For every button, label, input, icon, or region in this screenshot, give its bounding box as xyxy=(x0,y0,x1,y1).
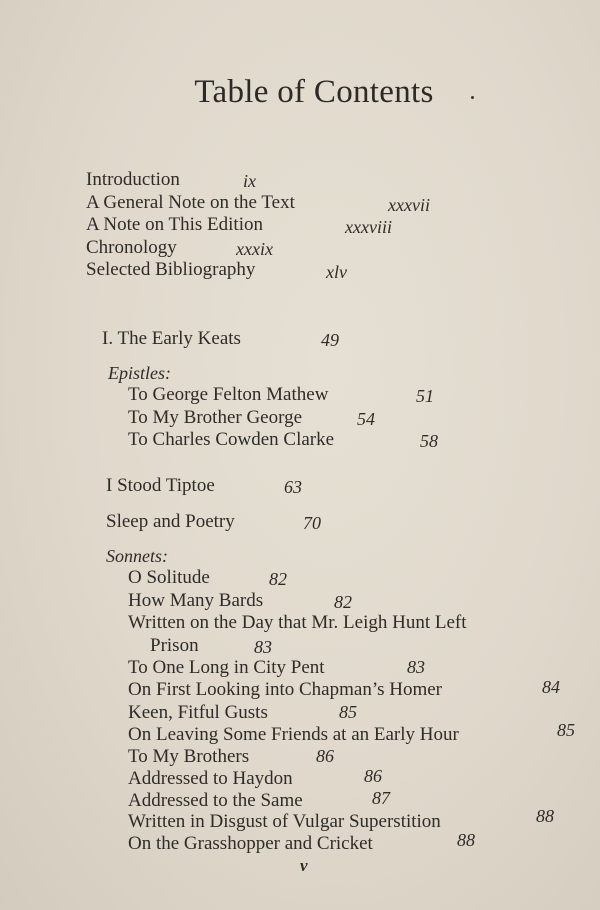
toc-entry-label: On Leaving Some Friends at an Early Hour xyxy=(128,724,459,745)
toc-entry-page: xlv xyxy=(326,262,347,282)
toc-entry-page: 85 xyxy=(557,720,575,740)
toc-entry-label: Keen, Fitful Gusts xyxy=(128,702,268,723)
toc-entry-page: 86 xyxy=(316,746,334,766)
ink-dot xyxy=(471,96,474,99)
toc-entry-page: 88 xyxy=(457,830,475,850)
toc-entry-page: 83 xyxy=(254,637,272,657)
page-folio: v xyxy=(300,856,308,875)
toc-entry-label: To My Brother George xyxy=(128,407,303,428)
toc-entry-label: To My Brothers xyxy=(128,746,250,767)
toc-entry-label: Sleep and Poetry xyxy=(106,511,235,532)
toc-entry-label: A Note on This Edition xyxy=(86,214,263,235)
toc-entry-label: Addressed to the Same xyxy=(128,790,303,811)
toc-entry-page: xxxvii xyxy=(388,195,430,215)
toc-entry-label: On the Grasshopper and Cricket xyxy=(128,833,373,854)
toc-entry-label: Written on the Day that Mr. Leigh Hunt Left xyxy=(128,612,467,633)
toc-entry-label: Introduction xyxy=(86,169,180,190)
toc-entry-page: ix xyxy=(243,171,256,191)
toc-entry-label: A General Note on the Text xyxy=(86,192,295,213)
toc-entry-label: To One Long in City Pent xyxy=(128,657,325,678)
toc-entry-label: On First Looking into Chapman’s Homer xyxy=(128,679,443,700)
toc-entry-page: xxxviii xyxy=(345,217,392,237)
toc-entry-page: 51 xyxy=(416,386,434,406)
toc-entry-page: 58 xyxy=(420,431,438,451)
part-heading: I. The Early Keats xyxy=(102,328,241,349)
toc-entry-page: xxxix xyxy=(236,239,273,259)
toc-entry-label: Addressed to Haydon xyxy=(128,768,293,789)
toc-entry-page: 87 xyxy=(372,788,390,808)
toc-entry-label: To George Felton Mathew xyxy=(128,384,329,405)
part-page: 49 xyxy=(321,330,339,350)
toc-entry-label: Selected Bibliography xyxy=(86,259,256,280)
toc-entry-page: 82 xyxy=(269,569,287,589)
toc-entry-page: 84 xyxy=(542,677,560,697)
toc-entry-label: How Many Bards xyxy=(128,590,264,611)
toc-entry-label: I Stood Tiptoe xyxy=(106,475,215,496)
toc-entry-label: O Solitude xyxy=(128,567,210,588)
toc-entry-label: Chronology xyxy=(86,237,177,258)
toc-entry-label: To Charles Cowden Clarke xyxy=(128,429,335,450)
section-heading-epistles: Epistles: xyxy=(108,363,171,383)
toc-entry-page: 63 xyxy=(284,477,302,497)
toc-entry-page: 54 xyxy=(357,409,375,429)
toc-entry-page: 88 xyxy=(536,806,554,826)
toc-entry-continuation: Prison xyxy=(150,635,199,656)
toc-entry-page: 85 xyxy=(339,702,357,722)
page-title: Table of Contents xyxy=(194,74,434,110)
toc-entry-page: 82 xyxy=(334,592,352,612)
toc-entry-page: 86 xyxy=(364,766,382,786)
toc-entry-page: 70 xyxy=(303,513,321,533)
toc-entry-page: 83 xyxy=(407,657,425,677)
section-heading-sonnets: Sonnets: xyxy=(106,546,168,566)
toc-entry-label: Written in Disgust of Vulgar Superstition xyxy=(128,811,441,832)
